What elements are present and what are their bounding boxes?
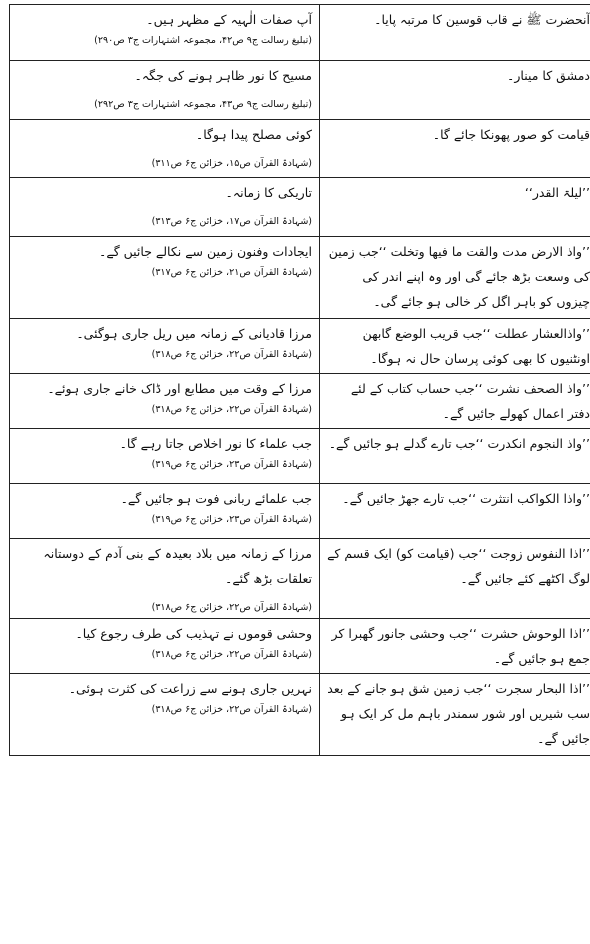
table-row (10, 237, 590, 319)
reference-citation: (شہادۃ القرآن ص۲۲، خزائن ج۶ ص۳۱۸) (151, 649, 312, 660)
reference-citation: (تبلیغ رسالت ج۹ ص۴۲، مجموعہ اشتہارات ج۳ ص۲۹۰) (94, 35, 312, 46)
quran-text-cell: آنحضرت ﷺ نے قاب قوسین کا مرتبہ پایا۔ (320, 5, 590, 61)
reference-citation: (شہادۃ القرآن ص۲۲، خزائن ج۶ ص۳۱۸) (151, 602, 312, 613)
quran-text-cell: دمشق کا مینار۔ (320, 61, 590, 120)
interpretation-cell (10, 539, 320, 619)
interpretation-text: وحشی قوموں نے تہذیب کی طرف رجوع کیا۔ (75, 626, 312, 641)
table-row (10, 619, 590, 674)
interpretation-cell (10, 429, 320, 484)
interpretation-text: جب علمائے ربانی فوت ہو جائیں گے۔ (120, 491, 312, 506)
interpretation-text: آپ صفات الٰہیہ کے مظہر ہیں۔ (146, 12, 312, 27)
interpretation-text: جب علماء کا نور اخلاص جاتا رہے گا۔ (119, 436, 312, 451)
quran-text-cell: ’’واذ الارض مدت والقت ما فیھا وتخلت ‘‘جب زمین کی وسعت بڑھ جائے گی اور وہ اپنے اندر کی چیزوں کو باہر اگل کر خالی ہو جائے گی۔ (320, 237, 590, 319)
interpretation-cell (10, 619, 320, 674)
reference-citation: (تبلیغ رسالت ج۹ ص۴۳، مجموعہ اشتہارات ج۳ ص۲۹۲) (94, 99, 312, 110)
table-row (10, 120, 590, 178)
reference-citation: (شہادۃ القرآن ص۲۲، خزائن ج۶ ص۳۱۸) (151, 704, 312, 715)
interpretation-cell (10, 484, 320, 539)
interpretation-cell (10, 674, 320, 756)
reference-citation: (شہادۃ القرآن ص۲۲، خزائن ج۶ ص۳۱۸) (151, 349, 312, 360)
reference-citation: (شہادۃ القرآن ص۱۷، خزائن ج۶ ص۳۱۳) (151, 216, 312, 227)
interpretation-text: مرزا قادیانی کے زمانہ میں ریل جاری ہوگئی۔ (76, 326, 312, 341)
quran-text-cell: ’’واذا الکواکب انتثرت ‘‘جب تارے جھڑ جائیں گے۔ (320, 484, 590, 539)
comparison-table (9, 4, 590, 756)
table-row (10, 674, 590, 756)
quran-text-cell: ’’واذ الصحف نشرت ‘‘جب حساب کتاب کے لئے دفتر اعمال کھولے جائیں گے۔ (320, 374, 590, 429)
interpretation-text: مرزا کے زمانہ میں بلاد بعیدہ کے بنی آدم کے دوستانہ تعلقات بڑھ گئے۔ (43, 546, 312, 586)
interpretation-text: کوئی مصلح پیدا ہوگا۔ (195, 127, 312, 142)
table-row (10, 374, 590, 429)
table-row (10, 5, 590, 61)
interpretation-cell (10, 120, 320, 178)
interpretation-cell (10, 61, 320, 120)
interpretation-cell (10, 374, 320, 429)
quran-text-cell: قیامت کو صور پھونکا جائے گا۔ (320, 120, 590, 178)
interpretation-cell (10, 5, 320, 61)
quran-text-cell: ’’واذ النجوم انکدرت ‘‘جب تارے گدلے ہو جائیں گے۔ (320, 429, 590, 484)
table-row (10, 484, 590, 539)
quran-text-cell: ’’اذا النفوس زوجت ‘‘جب (قیامت کو) ایک قسم کے لوگ اکٹھے کئے جائیں گے۔ (320, 539, 590, 619)
reference-citation: (شہادۃ القرآن ص۲۳، خزائن ج۶ ص۳۱۹) (151, 459, 312, 470)
interpretation-cell (10, 178, 320, 237)
reference-citation: (شہادۃ القرآن ص۱۵، خزائن ج۶ ص۳۱۱) (151, 158, 312, 169)
interpretation-text: نہریں جاری ہونے سے زراعت کی کثرت ہوئی۔ (68, 681, 312, 696)
interpretation-text: مرزا کے وقت میں مطابع اور ڈاک خانے جاری ہوئے۔ (47, 381, 312, 396)
table-row (10, 178, 590, 237)
interpretation-text: ایجادات وفنون زمین سے نکالے جائیں گے۔ (99, 244, 312, 259)
reference-citation: (شہادۃ القرآن ص۲۱، خزائن ج۶ ص۳۱۷) (151, 267, 312, 278)
table-row (10, 319, 590, 374)
table-row (10, 61, 590, 120)
quran-text-cell: ’’اذا البحار سجرت ‘‘جب زمین شق ہو جانے کے بعد سب شیریں اور شور سمندر باہم مل کر ایک ہو جائیں گے۔ (320, 674, 590, 756)
quran-text-cell: ’’واذالعشار عطلت ‘‘جب قریب الوضع گابھن اونٹنیوں کا بھی کوئی پرسان حال نہ ہوگا۔ (320, 319, 590, 374)
table-row (10, 429, 590, 484)
quran-text-cell: ’’اذا الوحوش حشرت ‘‘جب وحشی جانور گھبرا کر جمع ہو جائیں گے۔ (320, 619, 590, 674)
reference-citation: (شہادۃ القرآن ص۲۳، خزائن ج۶ ص۳۱۹) (151, 514, 312, 525)
interpretation-text: تاریکی کا زمانہ۔ (225, 185, 312, 200)
interpretation-text: مسیح کا نور ظاہر ہونے کی جگہ۔ (134, 68, 312, 83)
interpretation-cell (10, 319, 320, 374)
table-row (10, 539, 590, 619)
quran-text-cell: ’’لیلۃ القدر‘‘ (320, 178, 590, 237)
interpretation-cell (10, 237, 320, 319)
reference-citation: (شہادۃ القرآن ص۲۲، خزائن ج۶ ص۳۱۸) (151, 404, 312, 415)
